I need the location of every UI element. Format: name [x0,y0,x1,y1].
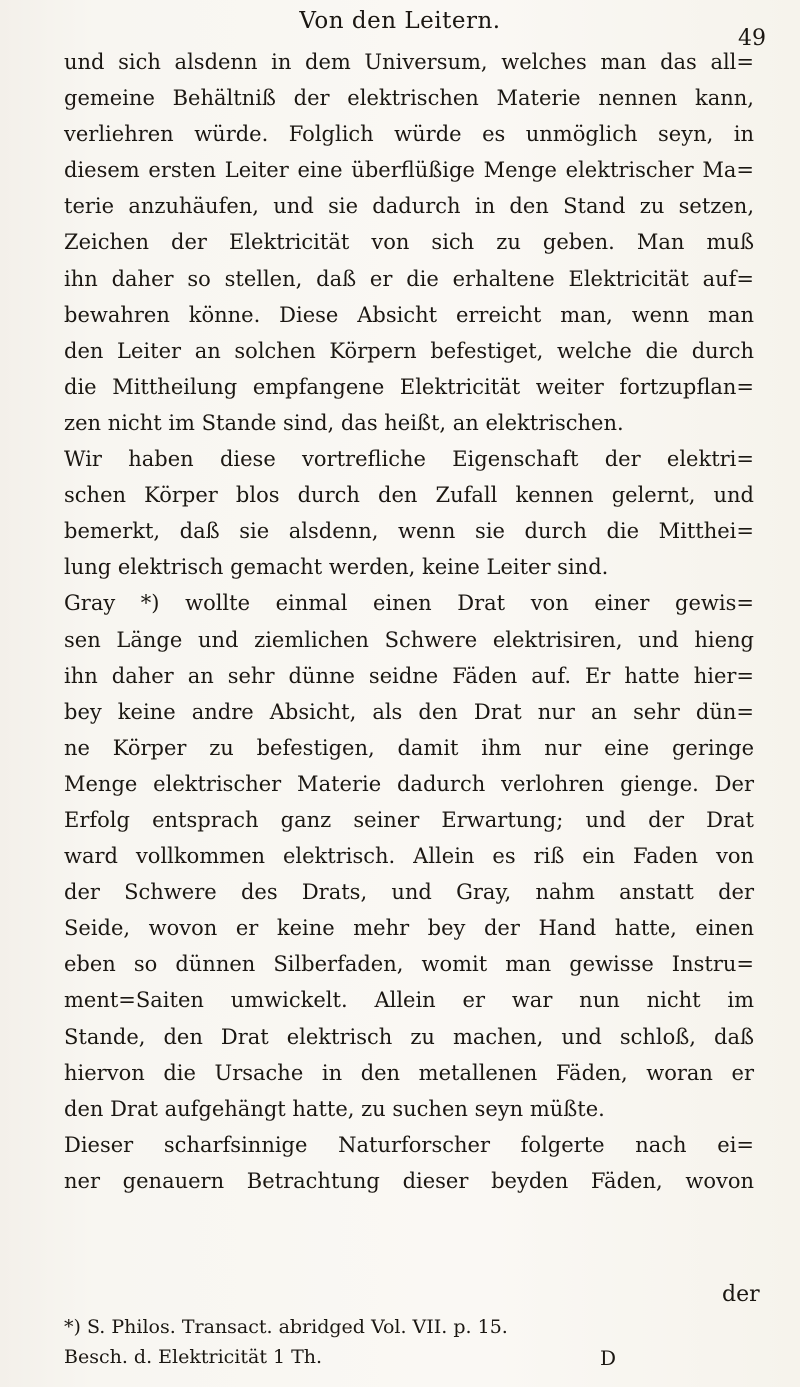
text-line: zen nicht im Stande sind, das heißt, an elektrischen. [64,410,624,435]
text-line: schen Körper blos durch den Zufall kennen gelernt, und [64,483,754,508]
signature-mark: D [600,1346,617,1370]
text-line: hiervon die Ursache in den metallenen Fäden, woran er [64,1060,754,1085]
text-line: Seide, wovon er keine mehr bey der Hand hatte, einen [64,916,754,941]
text-line: ihn daher so stellen, daß er die erhaltene Elektricität auf= [64,266,754,291]
text-line: Menge elektrischer Materie dadurch verlohren gienge. Der [64,771,754,796]
text-line: bemerkt, daß sie alsdenn, wenn sie durch die Mitthei= [64,519,754,544]
text-line: ner genauern Betrachtung dieser beyden Fäden, wovon [64,1168,754,1193]
text-line: Zeichen der Elektricität von sich zu geben. Man muß [64,230,754,255]
text-line: ward vollkommen elektrisch. Allein es riß ein Faden von [64,844,754,869]
catchword: der [722,1282,760,1307]
running-head: Von den Leitern. [299,8,501,34]
text-line: bey keine andre Absicht, als den Drat nur an sehr dün= [64,699,754,724]
text-line: sen Länge und ziemlichen Schwere elektrisiren, und hieng [64,627,754,652]
text-line: der Schwere des Drats, und Gray, nahm anstatt der [64,880,754,905]
text-line: den Drat aufgehängt hatte, zu suchen seyn müßte. [64,1096,605,1121]
text-line: eben so dünnen Silberfaden, womit man gewisse Instru= [64,952,754,977]
text-line: gemeine Behältniß der elektrischen Materie nennen kann, [64,86,754,111]
text-line: terie anzuhäufen, und sie dadurch in den Stand zu setzen, [64,194,754,219]
text-line: Dieser scharfsinnige Naturforscher folgerte nach ei= [64,1132,754,1157]
text-line: ihn daher an sehr dünne seidne Fäden auf. Er hatte hier= [64,663,754,688]
footnote: *) S. Philos. Transact. abridged Vol. VII. p. 15. [64,1316,508,1338]
text-line: ment=Saiten umwickelt. Allein er war nun nicht im [64,988,754,1013]
text-line: und sich alsdenn in dem Universum, welches man das all= [64,50,754,74]
bottom-line: Besch. d. Elektricität 1 Th. [64,1346,323,1368]
text-line: Gray *) wollte einmal einen Drat von einer gewis= [64,591,754,616]
body-text [64,44,754,1199]
text-line: ne Körper zu befestigen, damit ihm nur eine geringe [64,735,754,760]
text-line: den Leiter an solchen Körpern befestiget, welche die durch [64,338,754,363]
text-line: die Mittheilung empfangene Elektricität weiter fortzupflan= [64,374,754,399]
text-line: bewahren könne. Diese Absicht erreicht man, wenn man [64,302,754,327]
text-line: lung elektrisch gemacht werden, keine Leiter sind. [64,555,609,580]
text-line: verliehren würde. Folglich würde es unmöglich seyn, in [64,122,754,147]
text-line: Wir haben diese vortrefliche Eigenschaft der elektri= [64,447,754,472]
page-number: 49 [738,26,766,51]
text-line: Erfolg entsprach ganz seiner Erwartung; und der Drat [64,807,754,832]
text-line: diesem ersten Leiter eine überflüßige Menge elektrischer Ma= [64,158,754,183]
text-line: Stande, den Drat elektrisch zu machen, und schloß, daß [64,1024,754,1049]
